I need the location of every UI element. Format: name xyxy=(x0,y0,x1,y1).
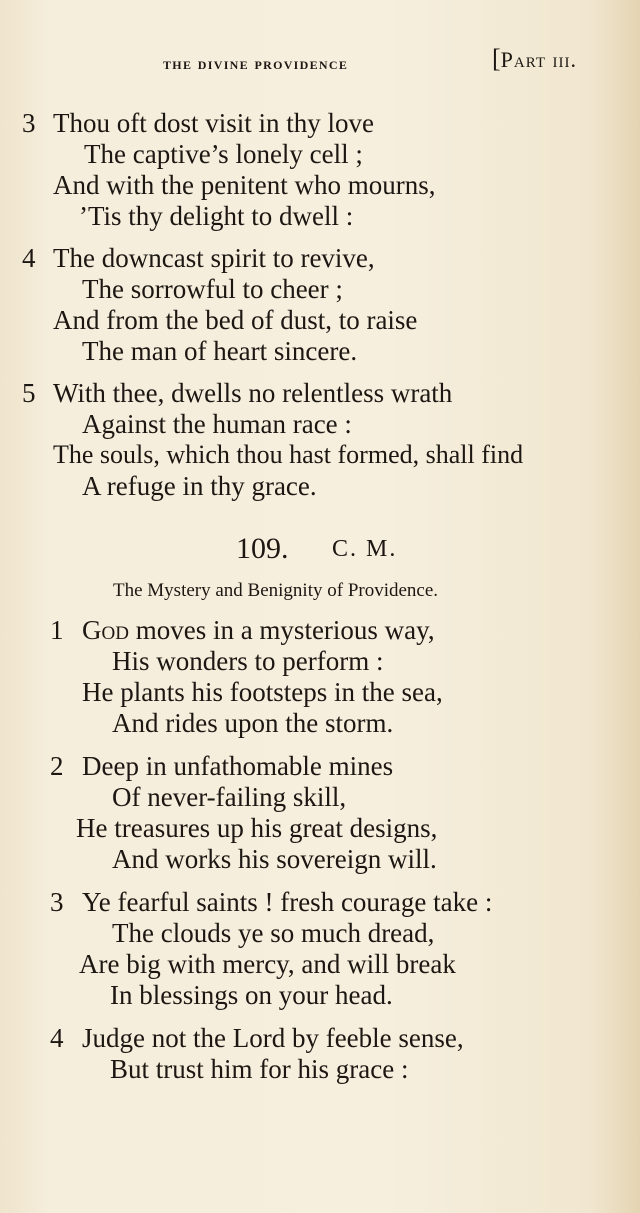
first-line-rest: moves in a mysterious way, xyxy=(128,615,435,645)
part-label xyxy=(492,44,577,74)
verse-number: 3 xyxy=(22,108,36,138)
verse-line: Are big with mercy, and will break xyxy=(79,949,456,979)
verse-line: And with the penitent who mourns, xyxy=(53,170,436,200)
verse-number: 2 xyxy=(50,751,64,781)
verse-line: In blessings on your head. xyxy=(110,980,393,1010)
verse-line: The souls, which thou hast formed, shall find xyxy=(53,440,524,469)
page-header xyxy=(0,44,640,84)
verse-line: And works his sovereign will. xyxy=(112,844,437,874)
verse-number: 1 xyxy=(50,615,64,645)
verse-line: Against the human race : xyxy=(82,409,352,439)
verse-line: Of never-failing skill, xyxy=(112,782,347,812)
verse-line: Judge not the Lord by feeble sense, xyxy=(82,1023,464,1053)
verse-number: 5 xyxy=(22,378,36,408)
verse-line xyxy=(82,615,435,645)
verse-line: A refuge in thy grace. xyxy=(82,471,317,501)
running-head: the divine providence xyxy=(163,54,349,73)
verse-line: With thee, dwells no relentless wrath xyxy=(53,378,453,408)
verse-line: The man of heart sincere. xyxy=(82,336,358,366)
verse-number: 4 xyxy=(22,243,36,273)
verse-line: Deep in unfathomable mines xyxy=(82,751,394,781)
hymn-number: 109. xyxy=(236,532,289,565)
verse-line: He plants his footsteps in the sea, xyxy=(82,677,443,707)
verse-line: And rides upon the storm. xyxy=(112,708,394,738)
verse-number: 3 xyxy=(50,887,64,917)
verse-line: His wonders to perform : xyxy=(112,646,384,676)
part-label-text: Part iii. xyxy=(500,47,577,72)
first-word: God xyxy=(82,615,129,645)
hymn-heading xyxy=(0,532,640,572)
part-bracket: [ xyxy=(492,44,501,73)
verse-line: Thou oft dost visit in thy love xyxy=(53,108,374,138)
verse-line: He treasures up his great designs, xyxy=(76,813,438,843)
verse-line: Ye fearful saints ! fresh courage take : xyxy=(82,887,493,917)
verse-line: The captive’s lonely cell ; xyxy=(84,139,363,169)
verse-line: ’Tis thy delight to dwell : xyxy=(79,201,354,231)
verse-line: The clouds ye so much dread, xyxy=(112,918,435,948)
verse-line: The sorrowful to cheer ; xyxy=(82,274,343,304)
verse-line: The downcast spirit to revive, xyxy=(53,243,375,273)
hymn-title: The Mystery and Benignity of Providence. xyxy=(113,580,439,601)
verse-line: And from the bed of dust, to raise xyxy=(53,305,418,335)
verse-line: But trust him for his grace : xyxy=(110,1054,409,1084)
hymn-meter: C. M. xyxy=(332,536,398,562)
verse-number: 4 xyxy=(50,1023,64,1053)
